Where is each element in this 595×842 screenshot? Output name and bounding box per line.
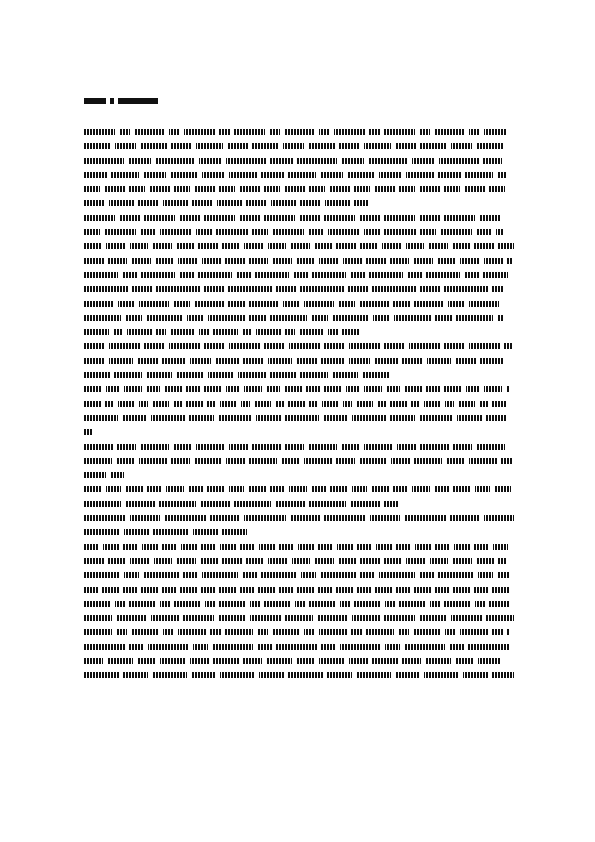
text-line	[84, 357, 514, 365]
text-line	[84, 485, 514, 493]
text-line	[84, 185, 514, 193]
text-line	[84, 414, 514, 422]
text-line	[84, 214, 514, 222]
text-line	[84, 328, 514, 336]
text-line	[84, 142, 514, 150]
text-line	[84, 643, 514, 651]
text-line	[84, 157, 514, 165]
text-line	[84, 614, 514, 622]
text-line	[84, 514, 514, 522]
text-line	[84, 528, 514, 536]
text-line	[84, 300, 514, 308]
text-line	[84, 571, 514, 579]
text-line	[84, 371, 514, 379]
text-line	[84, 285, 514, 293]
paragraph	[84, 128, 514, 207]
text-line	[84, 657, 514, 665]
text-line	[84, 671, 514, 679]
text-line	[84, 314, 514, 322]
text-line	[84, 228, 514, 236]
text-line	[84, 600, 514, 608]
paragraph	[84, 543, 514, 680]
text-line	[84, 557, 514, 565]
paragraph	[84, 514, 514, 536]
paragraph	[84, 385, 514, 436]
paragraph	[84, 342, 514, 379]
text-line	[84, 457, 514, 465]
text-line	[84, 385, 514, 393]
body-text	[84, 128, 514, 686]
section-heading	[84, 96, 158, 106]
text-line	[84, 400, 514, 408]
text-line	[84, 500, 514, 508]
paragraph	[84, 214, 514, 336]
text-line	[84, 586, 514, 594]
text-line	[84, 128, 514, 136]
text-line	[84, 342, 514, 350]
text-line	[84, 257, 514, 265]
text-line	[84, 428, 514, 436]
text-line	[84, 242, 514, 250]
text-line	[84, 171, 514, 179]
paragraph	[84, 485, 514, 507]
text-line	[84, 199, 514, 207]
text-line	[84, 443, 514, 451]
paragraph	[84, 443, 514, 480]
text-line	[84, 543, 514, 551]
text-line	[84, 271, 514, 279]
text-line	[84, 471, 514, 479]
text-line	[84, 628, 514, 636]
